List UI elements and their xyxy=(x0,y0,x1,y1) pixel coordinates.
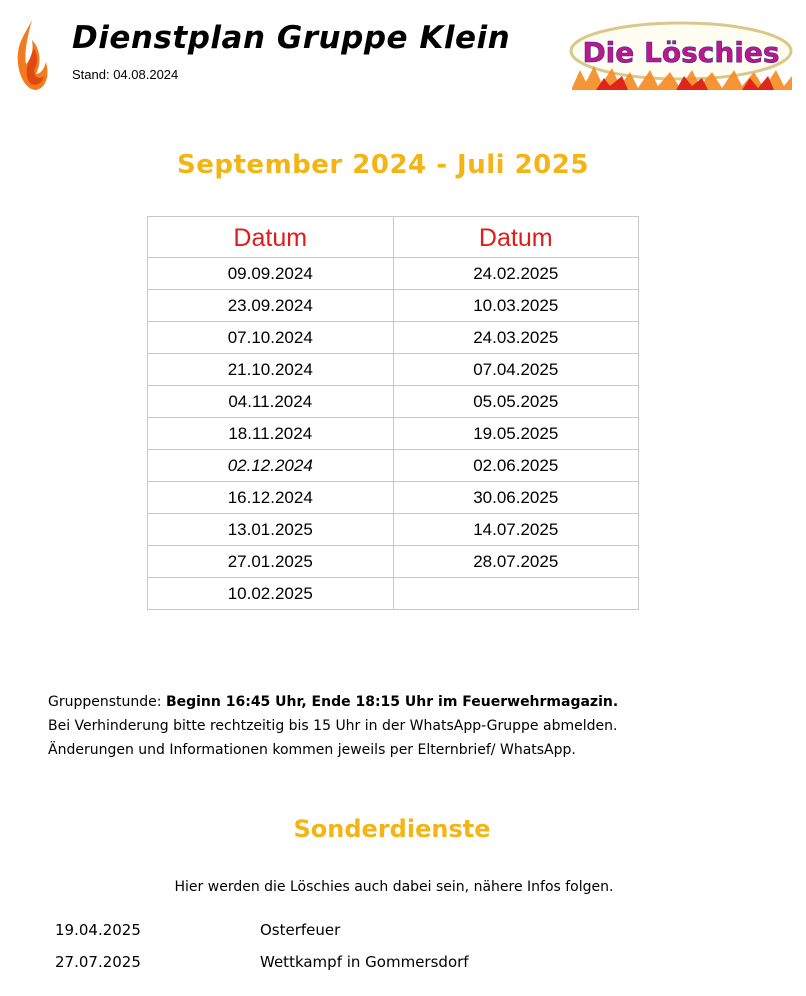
loeschies-logo xyxy=(566,14,796,90)
sonderdienste-note: Hier werden die Löschies auch dabei sein, nähere Infos folgen. xyxy=(174,879,614,895)
column-header: Datum xyxy=(393,217,639,258)
info-line-2: Bei Verhinderung bitte rechtzeitig bis 15 Uhr in der WhatsApp-Gruppe abmelden. xyxy=(48,718,618,734)
logo-text: Die Löschies xyxy=(582,36,780,69)
sonderdienste-heading: Sonderdienste xyxy=(293,815,491,843)
date-cell: 19.05.2025 xyxy=(393,418,639,450)
date-cell: 13.01.2025 xyxy=(148,514,394,546)
date-cell: 16.12.2024 xyxy=(148,482,394,514)
table-row xyxy=(148,514,639,546)
table-row xyxy=(148,578,639,610)
date-cell: 10.02.2025 xyxy=(148,578,394,610)
page-title: Dienstplan Gruppe Klein xyxy=(72,20,511,56)
event-name: Wettkampf in Gommersdorf xyxy=(260,953,469,971)
date-cell: 05.05.2025 xyxy=(393,386,639,418)
date-cell: 28.07.2025 xyxy=(393,546,639,578)
date-cell: 07.10.2024 xyxy=(148,322,394,354)
table-row xyxy=(148,482,639,514)
season-heading: September 2024 - Juli 2025 xyxy=(177,150,589,180)
table-row xyxy=(148,258,639,290)
date-cell: 23.09.2024 xyxy=(148,290,394,322)
stand-date: Stand: 04.08.2024 xyxy=(72,67,179,82)
table-row xyxy=(148,546,639,578)
column-header: Datum xyxy=(148,217,394,258)
event-date: 19.04.2025 xyxy=(55,921,141,939)
date-cell: 02.06.2025 xyxy=(393,450,639,482)
date-cell xyxy=(393,578,639,610)
table-row xyxy=(148,450,639,482)
event-date: 27.07.2025 xyxy=(55,953,141,971)
table-row xyxy=(148,322,639,354)
event-name: Osterfeuer xyxy=(260,921,341,939)
date-cell: 30.06.2025 xyxy=(393,482,639,514)
date-cell: 10.03.2025 xyxy=(393,290,639,322)
date-cell: 18.11.2024 xyxy=(148,418,394,450)
date-cell: 27.01.2025 xyxy=(148,546,394,578)
flame-icon xyxy=(14,18,50,92)
date-cell: 24.03.2025 xyxy=(393,322,639,354)
table-row xyxy=(148,354,639,386)
table-row xyxy=(148,418,639,450)
info-prefix: Gruppenstunde: xyxy=(48,694,166,710)
info-line-1 xyxy=(48,690,618,714)
info-times: Beginn 16:45 Uhr, Ende 18:15 Uhr im Feuerwehrmagazin. xyxy=(165,694,619,710)
date-cell: 14.07.2025 xyxy=(393,514,639,546)
date-cell: 07.04.2025 xyxy=(393,354,639,386)
table-row xyxy=(148,386,639,418)
date-cell: 09.09.2024 xyxy=(148,258,394,290)
info-line-3: Änderungen und Informationen kommen jeweils per Elternbrief/ WhatsApp. xyxy=(48,742,576,758)
dates-table xyxy=(147,216,639,610)
date-cell: 02.12.2024 xyxy=(148,450,394,482)
table-row xyxy=(148,290,639,322)
date-cell: 04.11.2024 xyxy=(148,386,394,418)
date-cell: 21.10.2024 xyxy=(148,354,394,386)
date-cell: 24.02.2025 xyxy=(393,258,639,290)
info-block xyxy=(48,690,618,762)
